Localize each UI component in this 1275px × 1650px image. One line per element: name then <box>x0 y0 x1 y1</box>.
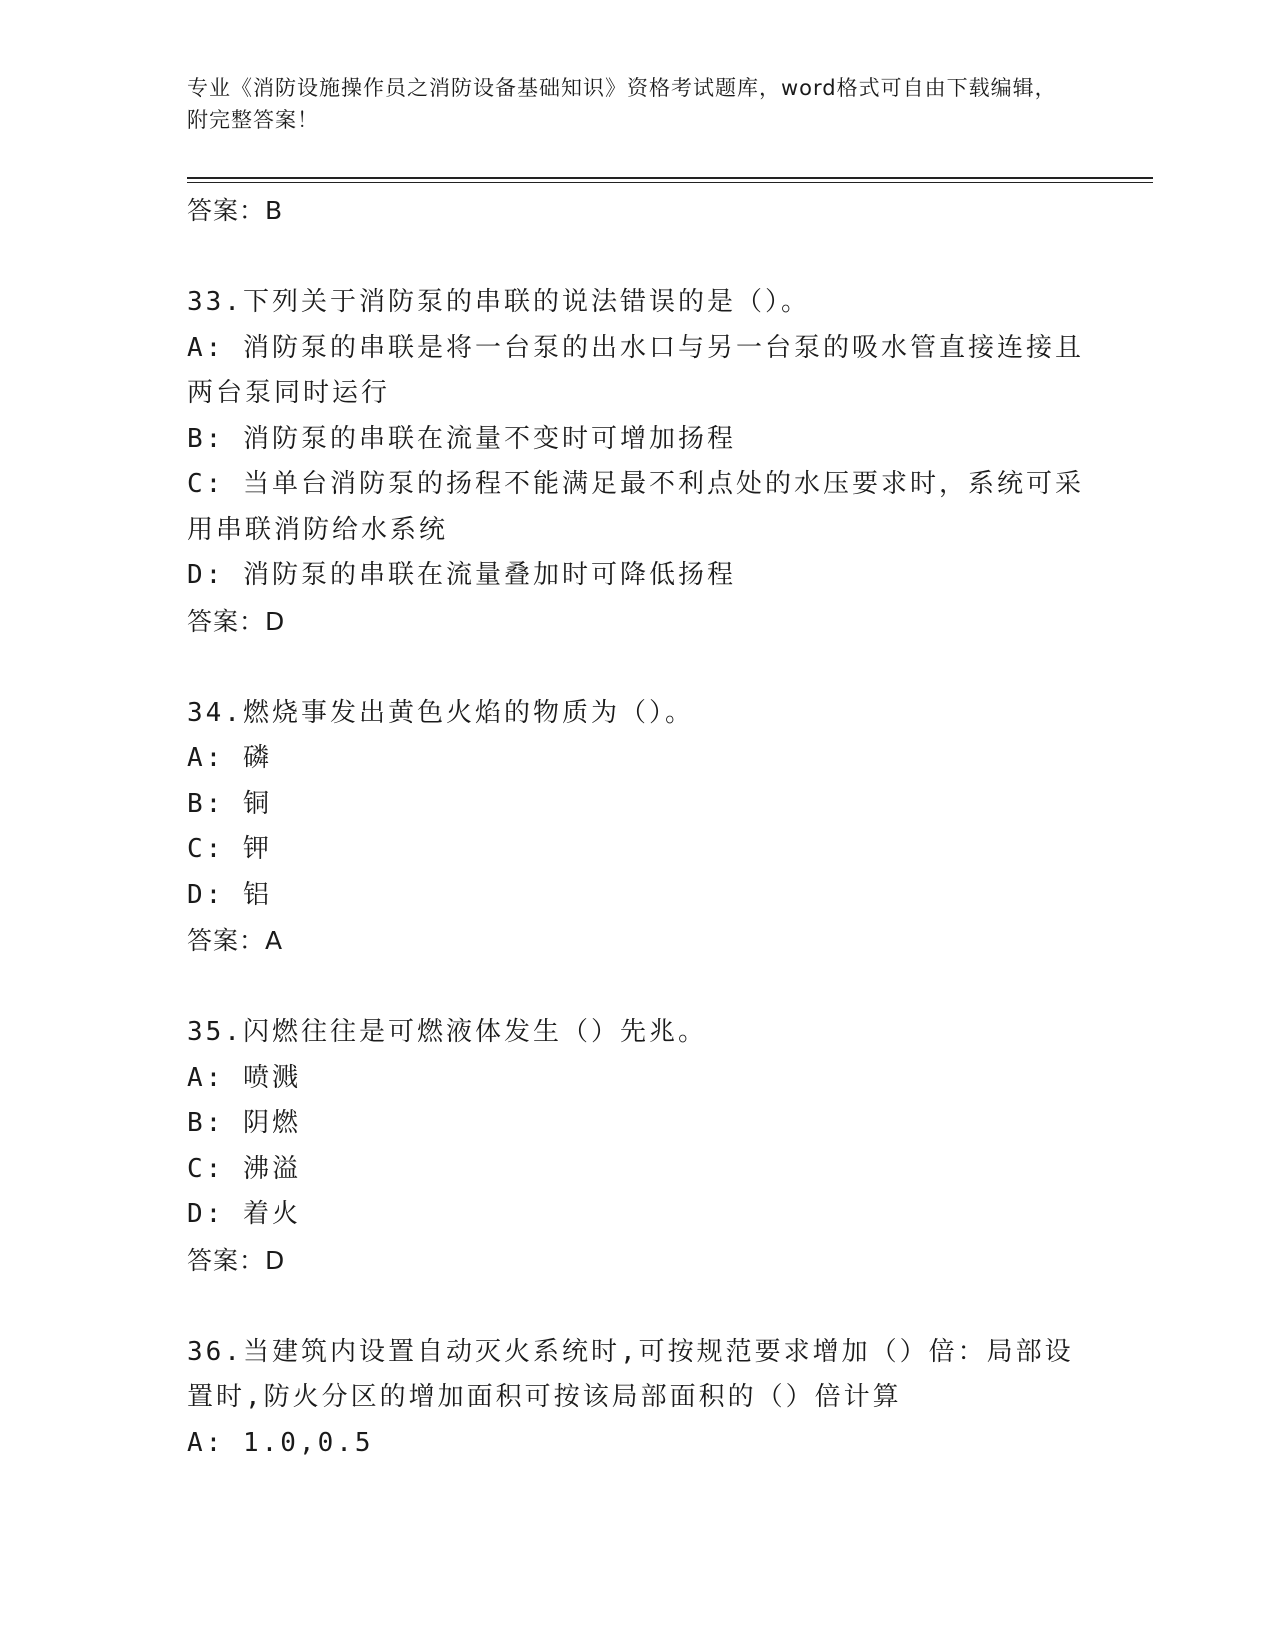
question-item <box>187 280 1087 645</box>
spacer <box>187 1284 1087 1330</box>
option-b: B: 阴燃 <box>187 1108 301 1138</box>
option-a: A: 消防泵的串联是将一台泵的出水口与另一台泵的吸水管直接连接且两台泵同时运行 <box>187 332 1084 408</box>
option-b: B: 消防泵的串联在流量不变时可增加扬程 <box>187 423 736 454</box>
option-a: A: 磷 <box>187 743 272 773</box>
question-item <box>187 1010 1087 1284</box>
answer-line: 答案：B <box>187 196 284 225</box>
question-text: 36.当建筑内设置自动灭火系统时,可按规范要求增加（）倍：局部设置时,防火分区的增加面积可按该局部面积的（）倍计算 <box>187 1336 1074 1412</box>
spacer <box>187 234 1087 280</box>
option-c: C: 当单台消防泵的扬程不能满足最不利点处的水压要求时，系统可采用串联消防给水系统 <box>187 469 1084 545</box>
header-divider-thin <box>187 182 1153 183</box>
question-text: 35.闪燃往往是可燃液体发生（）先兆。 <box>187 1017 707 1047</box>
option-b: B: 铜 <box>187 788 272 819</box>
option-a: A: 喷溅 <box>187 1062 301 1093</box>
option-a: A: 1.0,0.5 <box>187 1427 374 1458</box>
document-header: 专业《消防设施操作员之消防设备基础知识》资格考试题库，word格式可自由下载编辑，附完整答案！ <box>187 76 1057 132</box>
option-d: D: 着火 <box>187 1199 301 1229</box>
spacer <box>187 645 1087 691</box>
option-d: D: 铝 <box>187 879 272 910</box>
spacer <box>187 964 1087 1010</box>
answer-line: 答案：A <box>187 926 284 955</box>
option-c: C: 沸溢 <box>187 1153 301 1184</box>
question-text: 34.燃烧事发出黄色火焰的物质为（）。 <box>187 697 694 728</box>
header-divider <box>187 177 1153 179</box>
answer-line: 答案：D <box>187 1245 286 1275</box>
answer-line: 答案：D <box>187 606 286 636</box>
option-c: C: 钾 <box>187 834 272 864</box>
option-d: D: 消防泵的串联在流量叠加时可降低扬程 <box>187 560 736 590</box>
question-item <box>187 691 1087 965</box>
question-list <box>187 188 1087 1466</box>
question-item <box>187 1330 1087 1467</box>
question-text: 33.下列关于消防泵的串联的说法错误的是（）。 <box>187 287 810 317</box>
